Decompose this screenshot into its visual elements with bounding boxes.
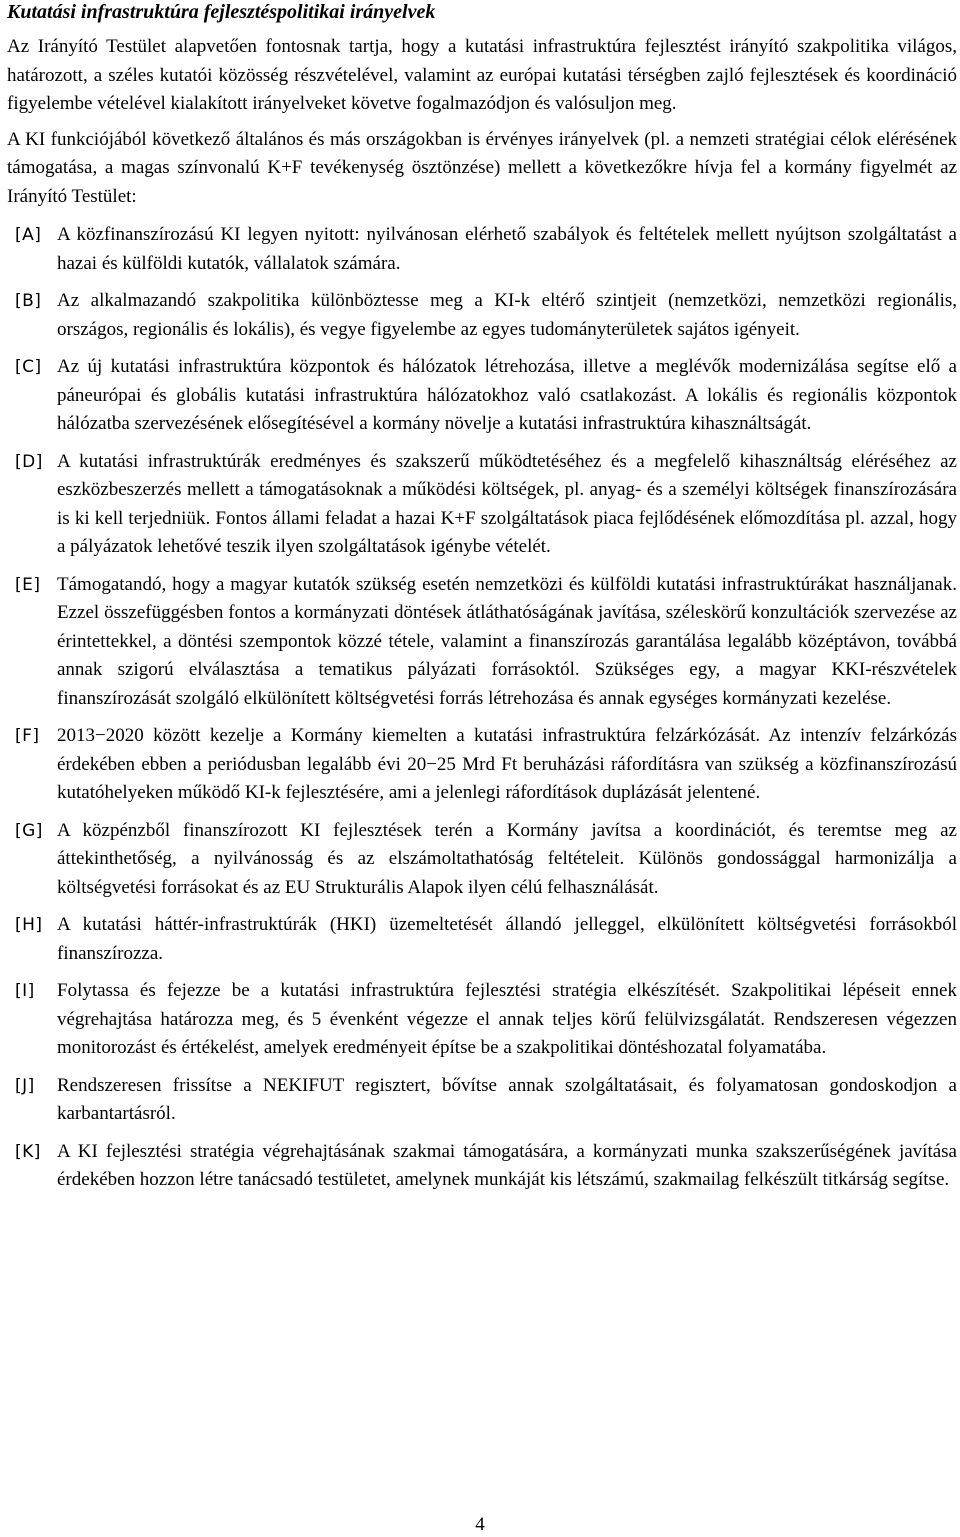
guideline-label: [D] xyxy=(15,451,43,472)
guideline-item xyxy=(7,1138,957,1195)
guideline-text: 2013−2020 között kezelje a Kormány kiemelten a kutatási infrastruktúra felzárkózását. Az intenzív felzárkózás érdekében ebben a periódusban legalább évi 20−25 Mrd Ft beruházási ráfordításra van szükség a közfinanszírozású kutatóhelyeken működő KI-k fejlesztésére, ami a jelenlegi ráfordítások duplázását jelentené. xyxy=(57,725,957,803)
guideline-text: A kutatási infrastruktúrák eredményes és szakszerű működtetéséhez és a megfelelő kihasználtság eléréséhez az eszközbeszerzés mellett a támogatásoknak a működési költségek, pl. anyag- és a személyi költségek finanszírozására is ki kell terjedniük. Fontos állami feladat a hazai K+F szolgáltatások piaca fejlődésének előmozdítása pl. azzal, hogy a pályázatok lehetővé teszik ilyen szolgáltatások igénybe vételét. xyxy=(57,450,957,557)
guideline-item xyxy=(7,1072,957,1129)
guideline-text: Támogatandó, hogy a magyar kutatók szükség esetén nemzetközi és külföldi kutatási infrastruktúrákat használjanak. Ezzel összefüggésben fontos a kormányzati döntések átláthatóságának javítása, széleskörű konzultációk szervezése az érintettekkel, a döntési szempontok közzé tétele, valamint a finanszírozás garantálása legalább középtávon, továbbá annak szigorú elválasztása a tematikus pályázati forrásoktól. Szükséges egy, a magyar KKI-részvételek finanszírozását szolgáló elkülönített költségvetési forrás létrehozása és annak egységes kormányzati kezelése. xyxy=(57,573,957,709)
guideline-text: Az alkalmazandó szakpolitika különböztesse meg a KI-k eltérő szintjeit (nemzetközi, nemzetközi regionális, országos, regionális és lokális), és vegye figyelembe az egyes tudományterületek sajátos igényeit. xyxy=(57,290,957,340)
guideline-text: A közfinanszírozású KI legyen nyitott: nyilvánosan elérhető szabályok és feltételek mellett nyújtson szolgáltatást a hazai és külföldi kutatók, vállalatok számára. xyxy=(57,224,957,274)
guideline-label: [H] xyxy=(15,915,43,935)
page-title: Kutatási infrastruktúra fejlesztéspolitikai irányelvek xyxy=(7,1,436,23)
intro-paragraph: Az Irányító Testület alapvetően fontosnak tartja, hogy a kutatási infrastruktúra fejlesztést irányító szakpolitika világos, határozott, a széles kutatói közösség részvételével, valamint az európai kutatási térségben zajló fejlesztések és koordináció figyelembe vételével kialakított irányelveket követve fogalmazódjon és valósuljon meg. xyxy=(7,36,957,114)
guideline-text: A kutatási háttér-infrastruktúrák (HKI) üzemeltetését állandó jelleggel, elkülönített költségvetési forrásokból finanszírozza. xyxy=(57,914,957,964)
guideline-text: Az új kutatási infrastruktúra központok és hálózatok létrehozása, illetve a meglévők modernizálása segítse elő a páneurópai és globális kutatási infrastruktúra hálózatokhoz való csatlakozást. A lokális és regionális központok hálózatba szervezésének elősegítésével a kormány növelje a kutatási infrastruktúra kihasználtságát. xyxy=(57,356,957,434)
guideline-text: Folytassa és fejezze be a kutatási infrastruktúra fejlesztési stratégia elkészítését. Szakpolitikai lépéseit ennek végrehajtása határozza meg, és 5 évenként végezze el annak teljes körű felülvizsgálatát. Rendszeresen végezzen monitorozást és értékelést, amelyek eredményeit építse be a szakpolitikai döntéshozatal folyamatába. xyxy=(57,980,957,1058)
guideline-item xyxy=(7,911,957,968)
page-number: 4 xyxy=(475,1514,485,1535)
guideline-item xyxy=(7,722,957,808)
guideline-label: [I] xyxy=(15,981,35,1001)
guideline-label: [A] xyxy=(15,225,42,245)
document-page xyxy=(7,0,957,1204)
guideline-item xyxy=(7,287,957,344)
guideline-text: A közpénzből finanszírozott KI fejlesztések terén a Kormány javítsa a koordinációt, és teremtse meg az áttekinthetőség, a nyilvánosság és az elszámoltathatóság feltételeit. Különös gondossággal harmonizálja a költségvetési forrásokat és az EU Strukturális Alapok ilyen célú felhasználását. xyxy=(57,819,957,898)
guideline-text: Rendszeresen frissítse a NEKIFUT regisztert, bővítse annak szolgáltatásait, és folyamatosan gondoskodjon a karbantartásról. xyxy=(57,1074,957,1124)
guideline-item xyxy=(7,448,957,562)
guideline-label: [B] xyxy=(15,291,42,311)
guideline-text: A KI fejlesztési stratégia végrehajtásának szakmai támogatására, a kormányzati munka szakszerűségének javítása érdekében hozzon létre tanácsadó testületet, amelynek munkáját kis létszámú, szakmailag felkészült titkárság segítse. xyxy=(57,1140,957,1190)
guideline-item xyxy=(7,221,957,278)
guideline-label: [K] xyxy=(15,1141,41,1162)
guideline-label: [C] xyxy=(15,357,42,377)
guideline-label: [E] xyxy=(15,574,41,595)
guideline-label: [F] xyxy=(15,726,40,746)
guideline-item xyxy=(7,817,957,903)
intro-paragraph: A KI funkciójából következő általános és más országokban is érvényes irányelvek (pl. a nemzeti stratégiai célok elérésének támogatása, a magas színvonalú K+F tevékenység ösztönzése) mellett a következőkre hívja fel a kormány figyelmét az Irányító Testület: xyxy=(7,128,957,207)
guideline-item xyxy=(7,571,957,714)
guideline-item xyxy=(7,977,957,1063)
guideline-label: [G] xyxy=(15,820,43,841)
guideline-label: [J] xyxy=(15,1075,35,1096)
guideline-list xyxy=(7,221,957,1195)
guideline-item xyxy=(7,353,957,439)
